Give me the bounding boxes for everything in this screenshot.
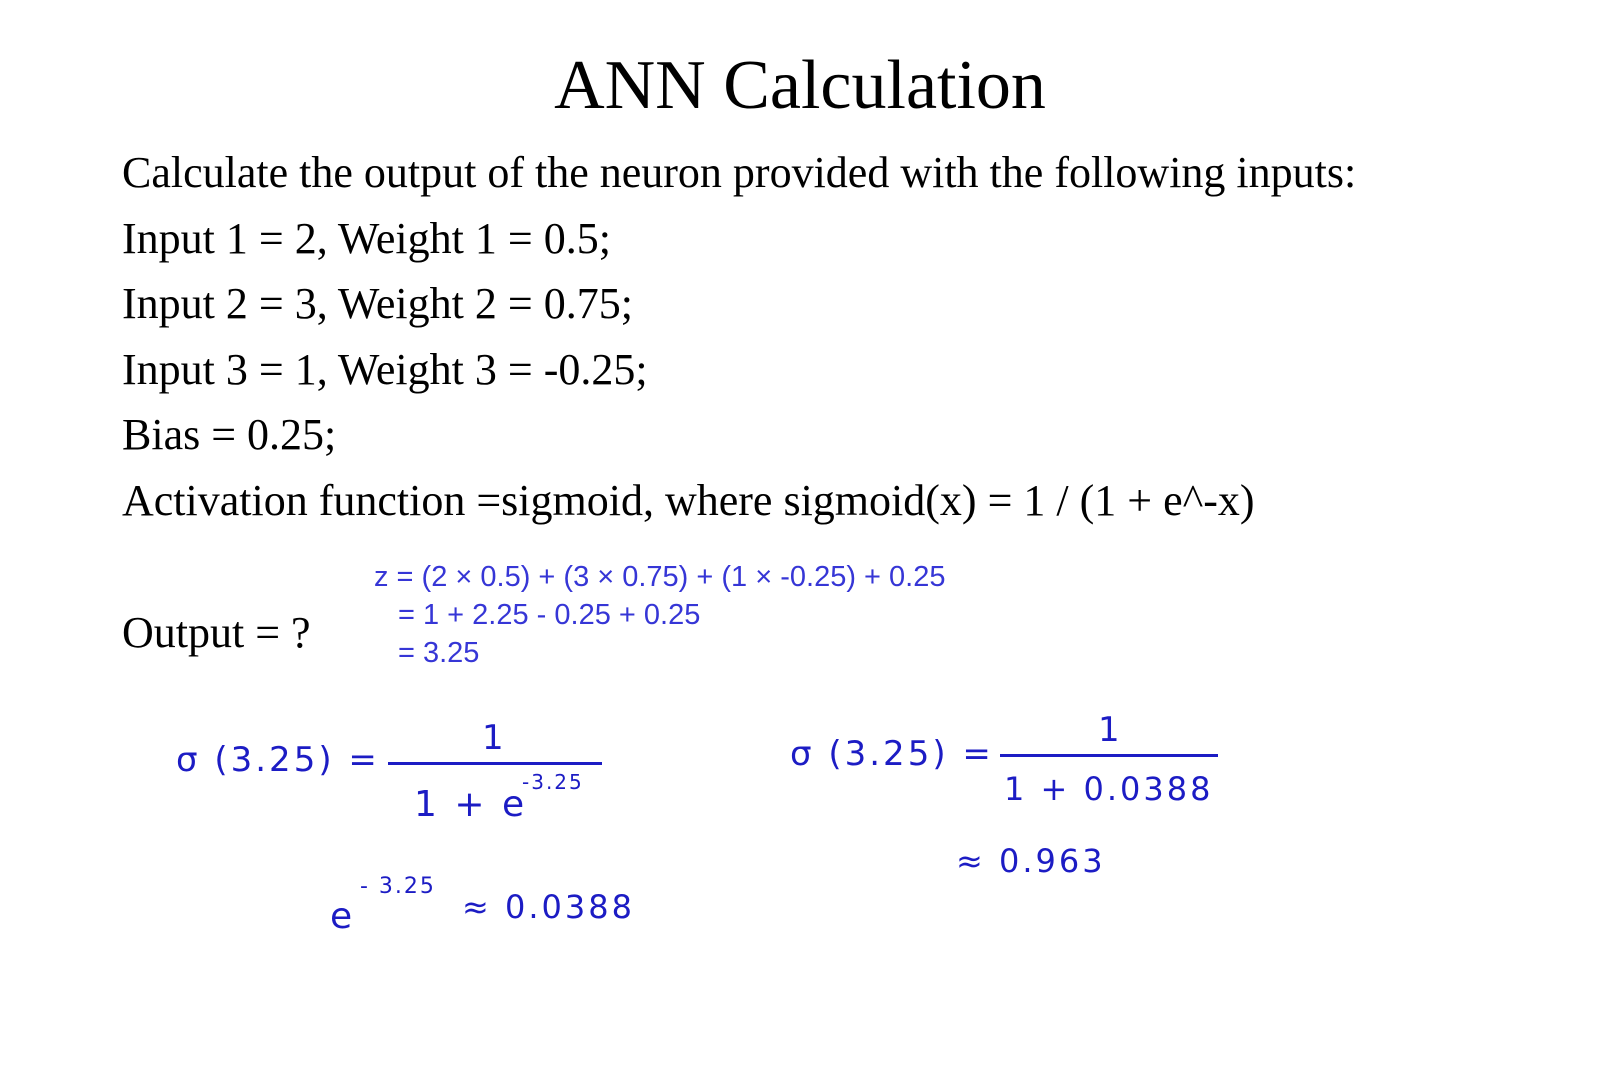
z-calculation-line-1: z = (2 × 0.5) + (3 × 0.75) + (1 × -0.25) + 0.25	[374, 561, 946, 593]
exp-approx: ≈ 0.0388	[462, 888, 635, 926]
output-question: Output = ?	[122, 608, 311, 657]
fraction-denominator-right: 1 + 0.0388	[1004, 770, 1214, 808]
exp-base: e	[330, 896, 356, 937]
z-calculation-line-2: = 1 + 2.25 - 0.25 + 0.25	[398, 599, 701, 631]
z-calculation-line-3: = 3.25	[398, 637, 480, 669]
input-2-line: Input 2 = 3, Weight 2 = 0.75;	[122, 279, 633, 328]
sigma-lhs-left: σ (3.25) =	[176, 740, 380, 780]
exp-exponent: - 3.25	[360, 874, 436, 899]
fraction-numerator-left: 1	[482, 718, 507, 758]
problem-prompt: Calculate the output of the neuron provided with the following inputs:	[122, 148, 1357, 197]
exponent-left: -3.25	[522, 770, 584, 794]
input-3-line: Input 3 = 1, Weight 3 = -0.25;	[122, 345, 648, 394]
bias-line: Bias = 0.25;	[122, 410, 337, 459]
input-1-line: Input 1 = 2, Weight 1 = 0.5;	[122, 214, 611, 263]
fraction-numerator-right: 1	[1098, 710, 1123, 750]
sigmoid-result: ≈ 0.963	[956, 842, 1106, 880]
activation-line: Activation function =sigmoid, where sigmoid(x) = 1 / (1 + e^-x)	[122, 476, 1255, 525]
sigma-lhs-right: σ (3.25) =	[790, 734, 994, 774]
slide-title: ANN Calculation	[554, 47, 1046, 124]
fraction-denominator-left: 1 + e	[414, 784, 528, 825]
fraction-bar-left	[388, 762, 602, 765]
fraction-bar-right	[1000, 754, 1218, 757]
